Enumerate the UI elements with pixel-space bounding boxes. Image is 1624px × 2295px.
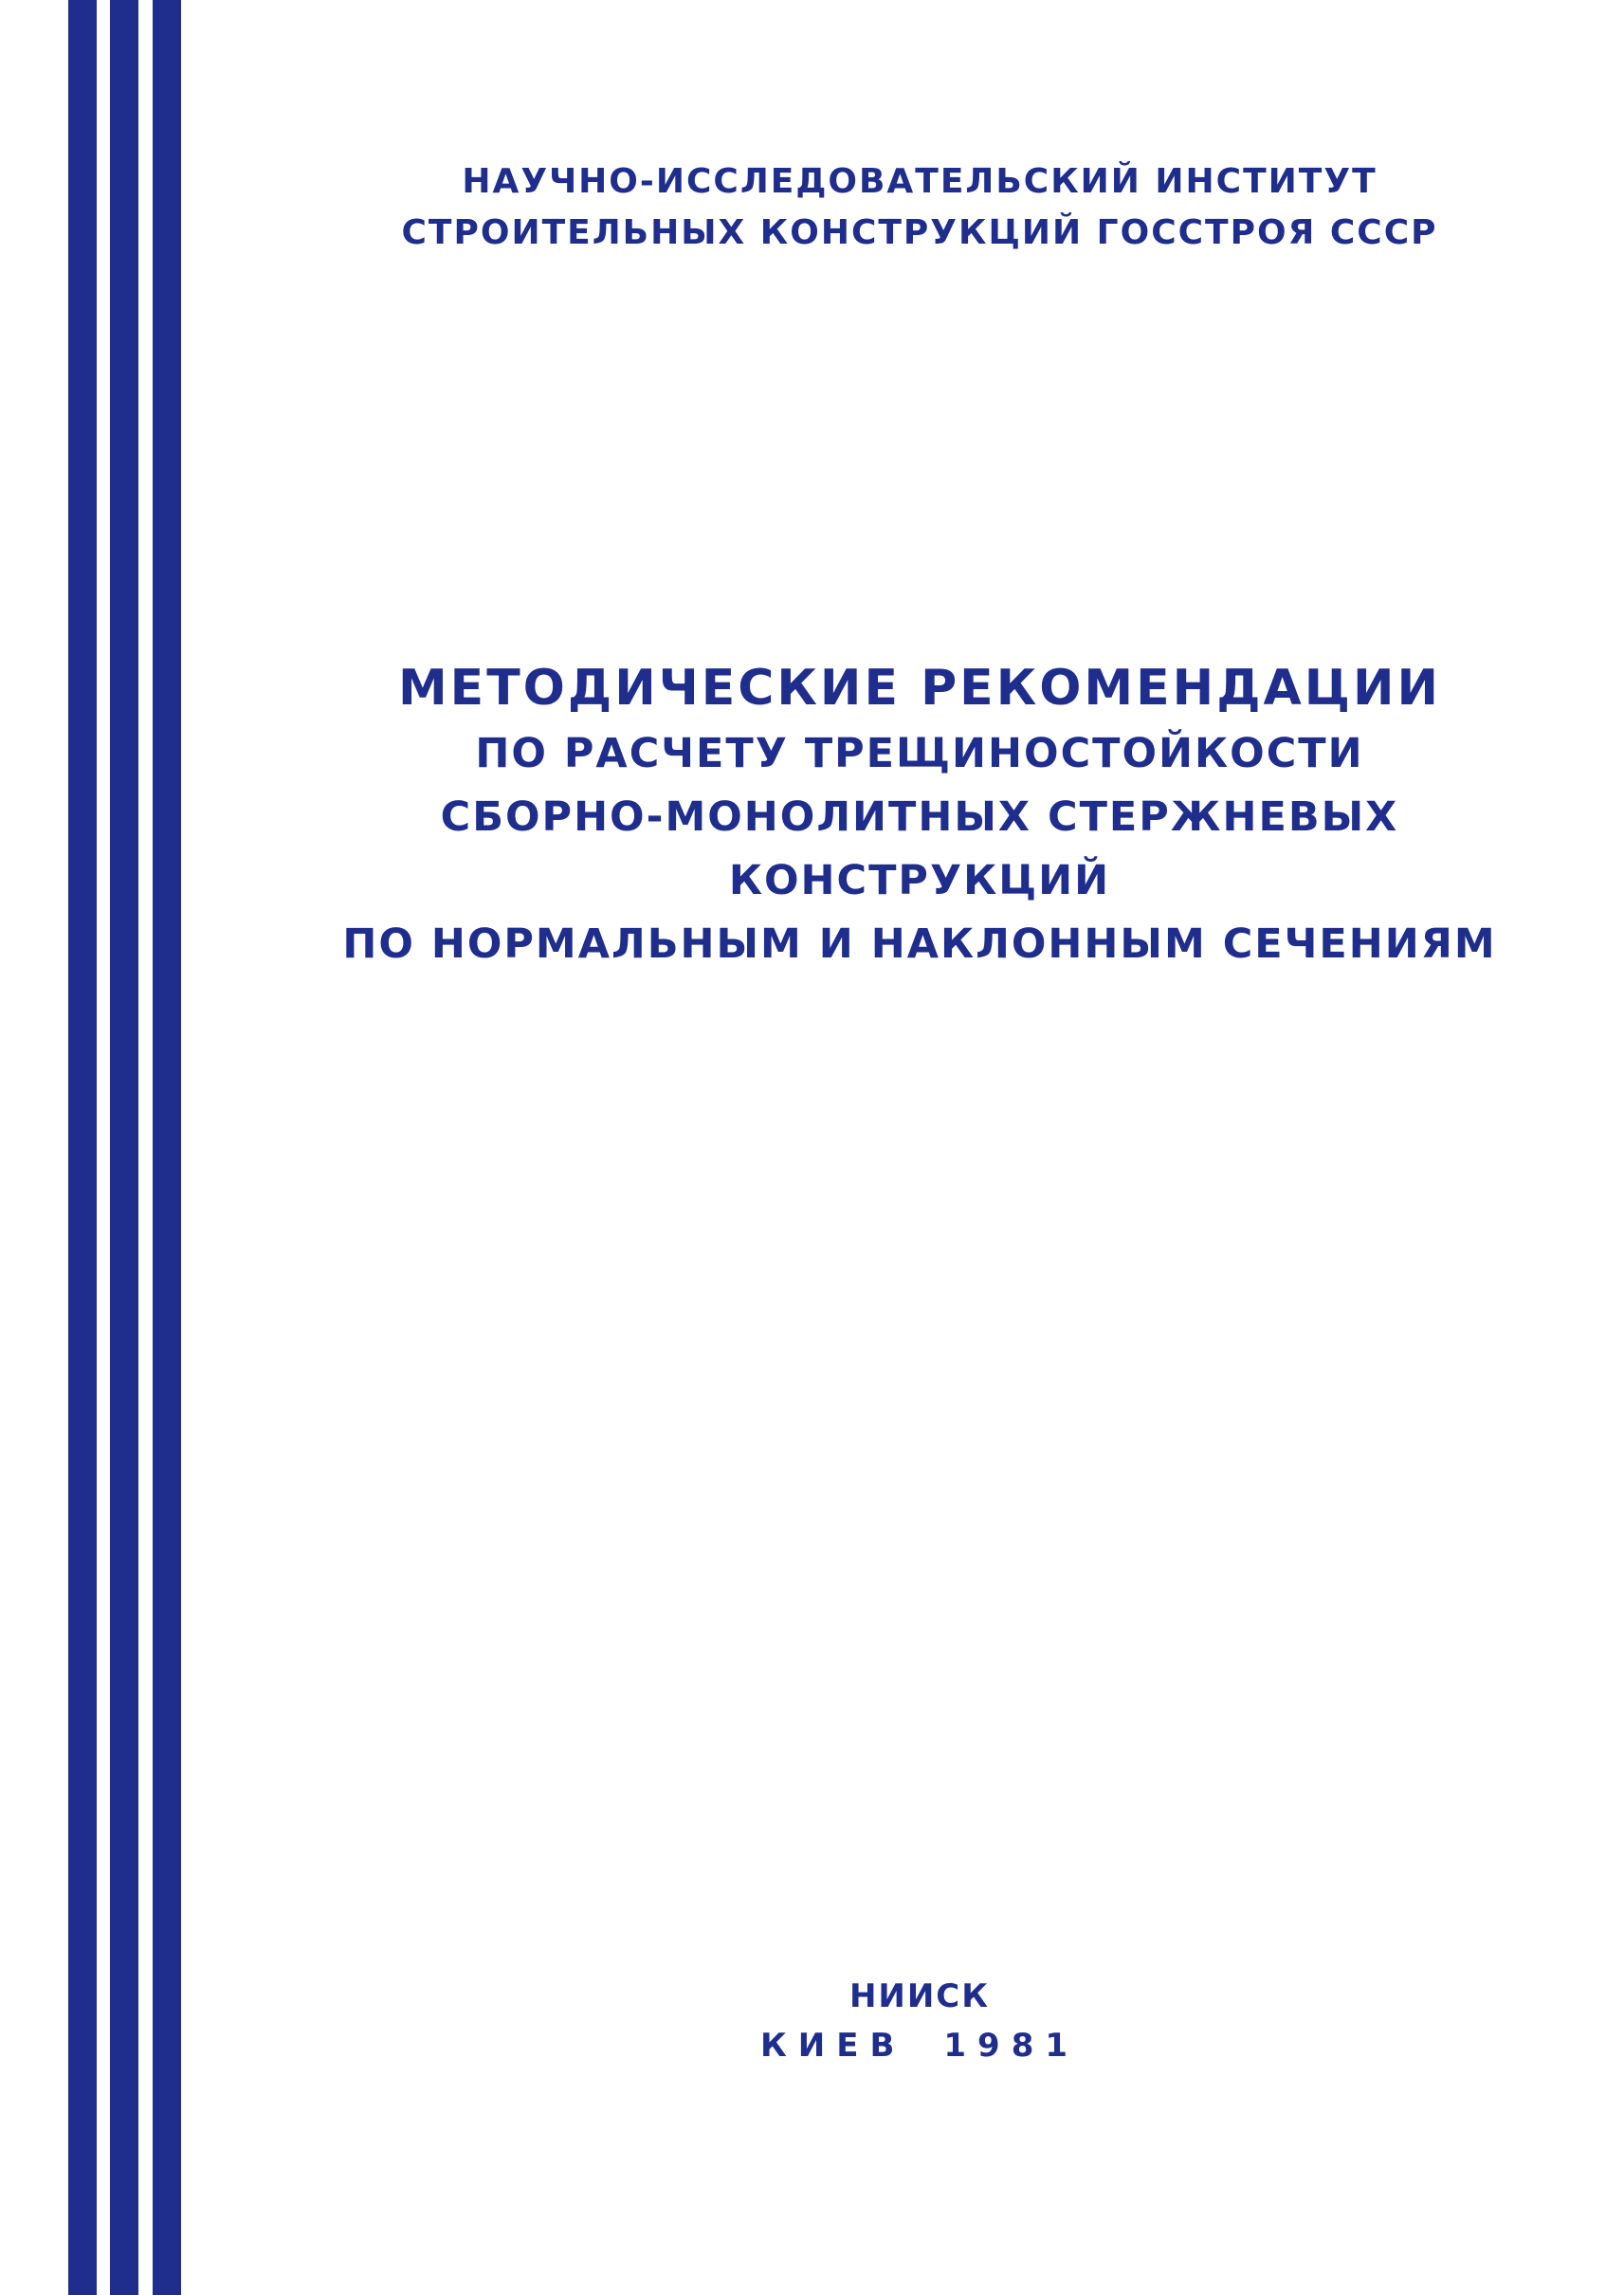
- decorative-stripes: [0, 0, 190, 2295]
- stripe-2: [110, 0, 138, 2295]
- institute-line-1: НАУЧНО-ИССЛЕДОВАТЕЛЬСКИЙ ИНСТИТУТ: [462, 162, 1378, 201]
- institute-name: [284, 156, 1555, 259]
- title-line-4: ПО НОРМАЛЬНЫМ И НАКЛОННЫМ СЕЧЕНИЯМ: [342, 920, 1497, 968]
- publisher-city-year: [284, 2021, 1555, 2070]
- stripe-3: [153, 0, 181, 2295]
- publisher-year: 1981: [943, 2027, 1080, 2065]
- title-line-1: МЕТОДИЧЕСКИЕ РЕКОМЕНДАЦИИ: [397, 660, 1442, 717]
- document-title: [284, 654, 1555, 976]
- institute-line-2: СТРОИТЕЛЬНЫХ КОНСТРУКЦИЙ ГОССТРОЯ СССР: [401, 213, 1438, 252]
- title-line-3: СБОРНО-МОНОЛИТНЫХ СТЕРЖНЕВЫХ КОНСТРУКЦИЙ: [440, 793, 1399, 904]
- publisher-org: НИИСК: [848, 1977, 991, 2015]
- stripe-1: [68, 0, 97, 2295]
- title-line-2: ПО РАСЧЕТУ ТРЕЩИНОСТОЙКОСТИ: [475, 730, 1364, 777]
- publisher-block: [284, 1972, 1555, 2070]
- publisher-city: КИЕВ: [759, 2027, 906, 2065]
